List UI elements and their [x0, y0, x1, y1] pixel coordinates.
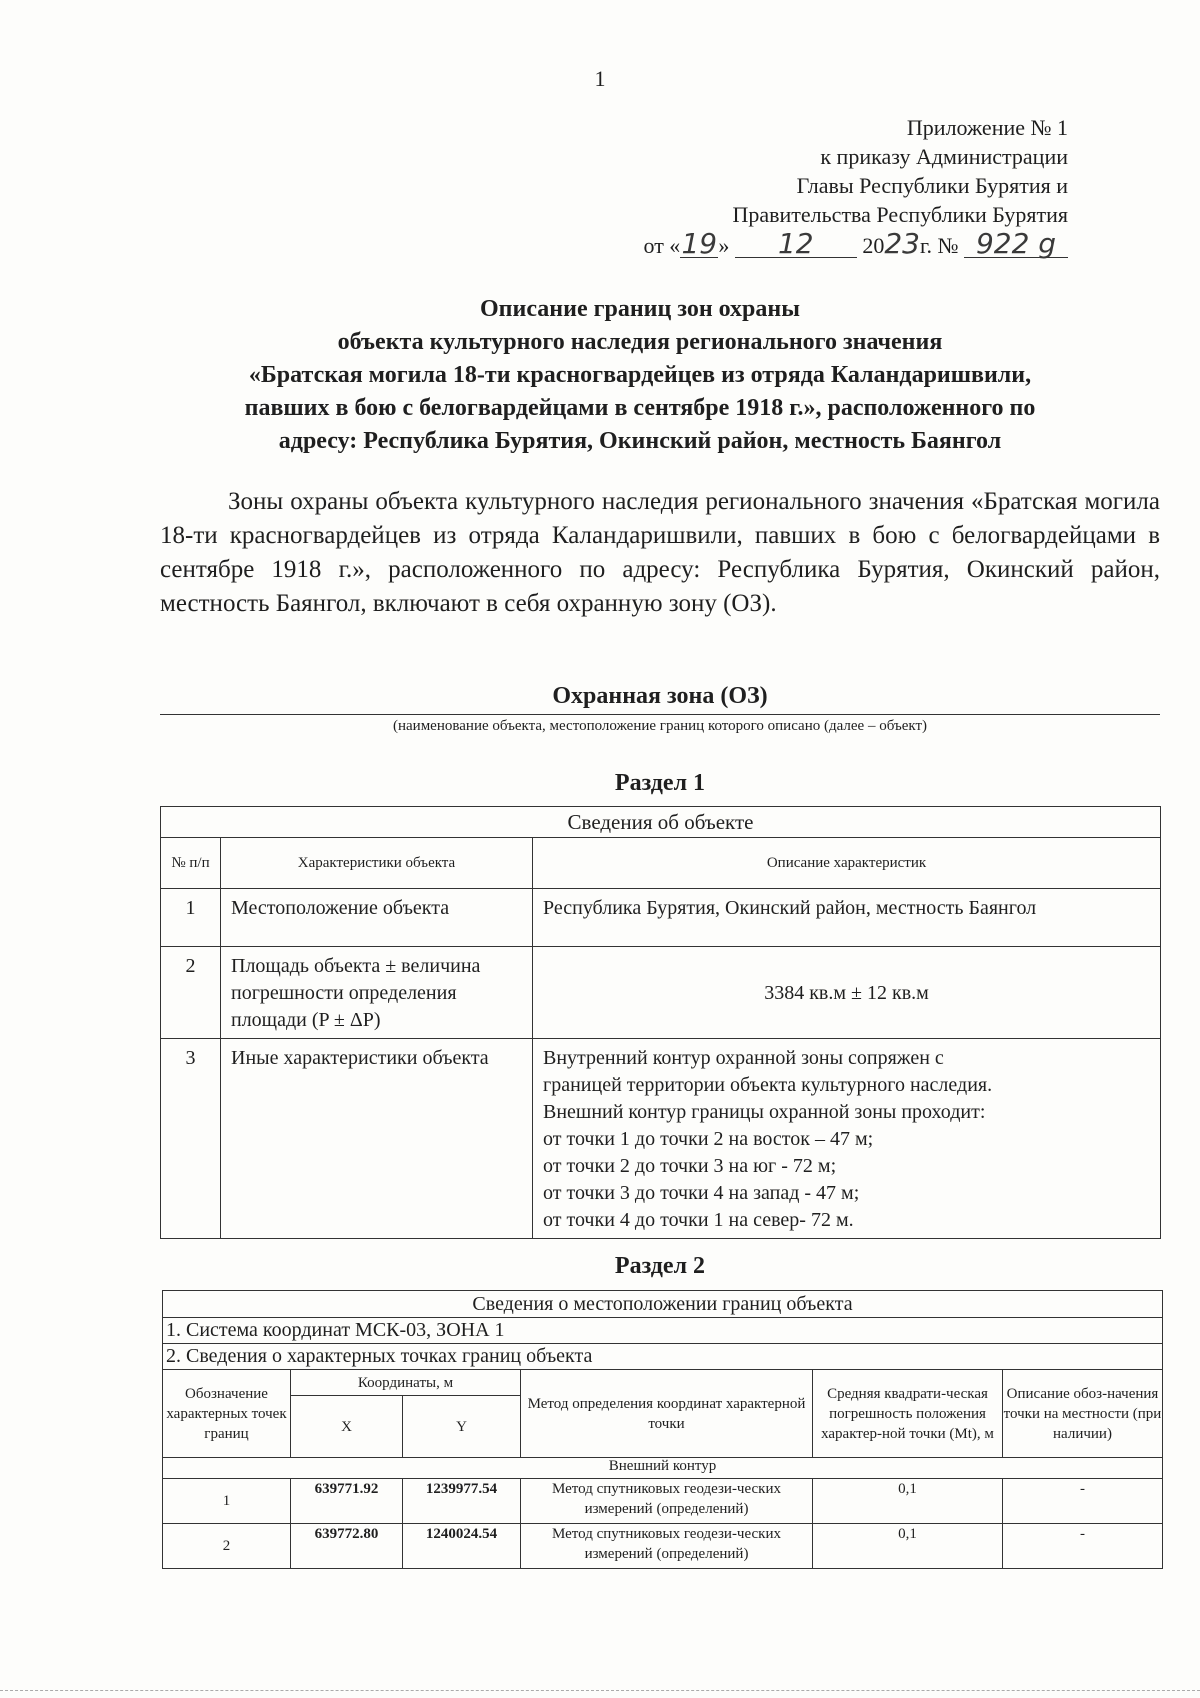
document-title — [160, 293, 1120, 458]
header-description: Описание характеристик — [533, 838, 1161, 889]
method-cell: Метод спутниковых геодези-ческих измерений (определений) — [521, 1479, 813, 1524]
point-number: 2 — [163, 1524, 291, 1569]
row-characteristic: Местоположение объекта — [221, 889, 533, 947]
title-line: объекта культурного наследия регионального значения — [337, 329, 943, 355]
description-line: Внутренний контур охранной зоны сопряжен с — [543, 1047, 944, 1069]
table-row — [163, 1479, 1163, 1524]
points-caption: 2. Сведения о характерных точках границ объекта — [163, 1344, 1163, 1370]
order-date-number — [508, 229, 1068, 260]
approval-line: к приказу Администрации — [820, 144, 1068, 169]
coordinate-y: 1240024.54 — [403, 1524, 521, 1569]
mean-error-cell: 0,1 — [813, 1479, 1003, 1524]
intro-paragraph: Зоны охраны объекта культурного наследия регионального значения «Братская могила 18-ти красногвардейцев из отряда Каландаришвили, павших в бою с белогвардейцами в сентябре 1918 г.», расположенного по адресу: Республика Бурятия, Окинский район, местность Баянгол, включают в себя охранную зону (ОЗ). — [160, 488, 1160, 617]
point-description-cell: - — [1003, 1524, 1163, 1569]
row-number: 1 — [161, 889, 221, 947]
title-line: павших в бою с белогвардейцами в сентябре 1918 г.», расположенного по — [244, 395, 1036, 421]
row-description: 3384 кв.м ± 12 кв.м — [533, 947, 1161, 1039]
section1-table — [160, 806, 1161, 1239]
order-number: 922 g — [964, 231, 1068, 258]
approval-line: Приложение № 1 — [906, 115, 1068, 140]
order-month: 12 — [735, 231, 857, 258]
coordinate-system: 1. Система координат МСК-03, ЗОНА 1 — [163, 1318, 1163, 1344]
order-day-suffix: » — [718, 233, 730, 258]
point-number: 1 — [163, 1479, 291, 1524]
approval-line: Правительства Республики Бурятия — [732, 202, 1068, 227]
header-mean-error: Средняя квадрати-ческая погрешность положения характер-ной точки (Mt), м — [813, 1370, 1003, 1458]
coordinate-x: 639771.92 — [291, 1479, 403, 1524]
contour-label: Внешний контур — [163, 1458, 1163, 1479]
description-line: от точки 2 до точки 3 на юг - 72 м; — [543, 1155, 837, 1177]
section2-title: Раздел 2 — [614, 1253, 706, 1279]
row-number: 2 — [161, 947, 221, 1039]
title-line: «Братская могила 18-ти красногвардейцев из отряда Каландаришвили, — [248, 362, 1032, 388]
zone-title: Охранная зона (ОЗ) — [552, 683, 768, 709]
coordinate-x: 639772.80 — [291, 1524, 403, 1569]
table-row — [161, 1039, 1161, 1239]
mean-error-cell: 0,1 — [813, 1524, 1003, 1569]
header-point-designation: Обозначение характерных точек границ — [163, 1370, 291, 1458]
section2-table — [162, 1290, 1163, 1569]
description-line: от точки 1 до точки 2 на восток – 47 м; — [543, 1128, 874, 1150]
header-coordinates: Координаты, м — [291, 1370, 521, 1396]
row-characteristic: Иные характеристики объекта — [221, 1039, 533, 1239]
description-line: Внешний контур границы охранной зоны проходит: — [543, 1101, 986, 1123]
row-description — [533, 1039, 1161, 1239]
order-day: 19 — [681, 227, 718, 260]
header-characteristic: Характеристики объекта — [221, 838, 533, 889]
zone-caption: (наименование объекта, местоположение границ которого описано (далее – объект) — [392, 718, 928, 734]
table-row — [163, 1524, 1163, 1569]
order-from-label: от « — [643, 233, 681, 258]
header-point-description: Описание обоз-начения точки на местности (при наличии) — [1003, 1370, 1163, 1458]
method-cell: Метод спутниковых геодези-ческих измерений (определений) — [521, 1524, 813, 1569]
order-year-end: г. № — [919, 233, 959, 258]
coordinate-y: 1239977.54 — [403, 1479, 521, 1524]
order-year-prefix: 20 — [862, 233, 885, 258]
row-description: Республика Бурятия, Окинский район, местность Баянгол — [533, 889, 1161, 947]
header-method: Метод определения координат характерной точки — [521, 1370, 813, 1458]
section1-title: Раздел 1 — [614, 770, 706, 796]
table-row — [161, 947, 1161, 1039]
header-y: Y — [403, 1396, 521, 1458]
order-year-suffix: 23 — [884, 227, 920, 260]
header-x: X — [291, 1396, 403, 1458]
zone-underline — [160, 714, 1160, 715]
header-number: № п/п — [161, 838, 221, 889]
scan-edge-line — [0, 1690, 1200, 1691]
section2-caption: Сведения о местоположении границ объекта — [163, 1291, 1163, 1318]
point-description-cell: - — [1003, 1479, 1163, 1524]
table-row — [161, 889, 1161, 947]
description-line: от точки 3 до точки 4 на запад - 47 м; — [543, 1182, 860, 1204]
row-characteristic: Площадь объекта ± величина погрешности определения площади (P ± ΔP) — [221, 947, 533, 1039]
approval-block — [508, 113, 1068, 260]
description-line: от точки 4 до точки 1 на север- 72 м. — [543, 1209, 854, 1231]
title-line: адресу: Республика Бурятия, Окинский район, местность Баянгол — [278, 428, 1002, 454]
page-number: 1 — [594, 66, 606, 91]
approval-line: Главы Республики Бурятия и — [796, 173, 1068, 198]
section1-caption: Сведения об объекте — [161, 807, 1161, 838]
row-number: 3 — [161, 1039, 221, 1239]
title-line: Описание границ зон охраны — [480, 296, 800, 322]
description-line: границей территории объекта культурного наследия. — [543, 1074, 993, 1096]
